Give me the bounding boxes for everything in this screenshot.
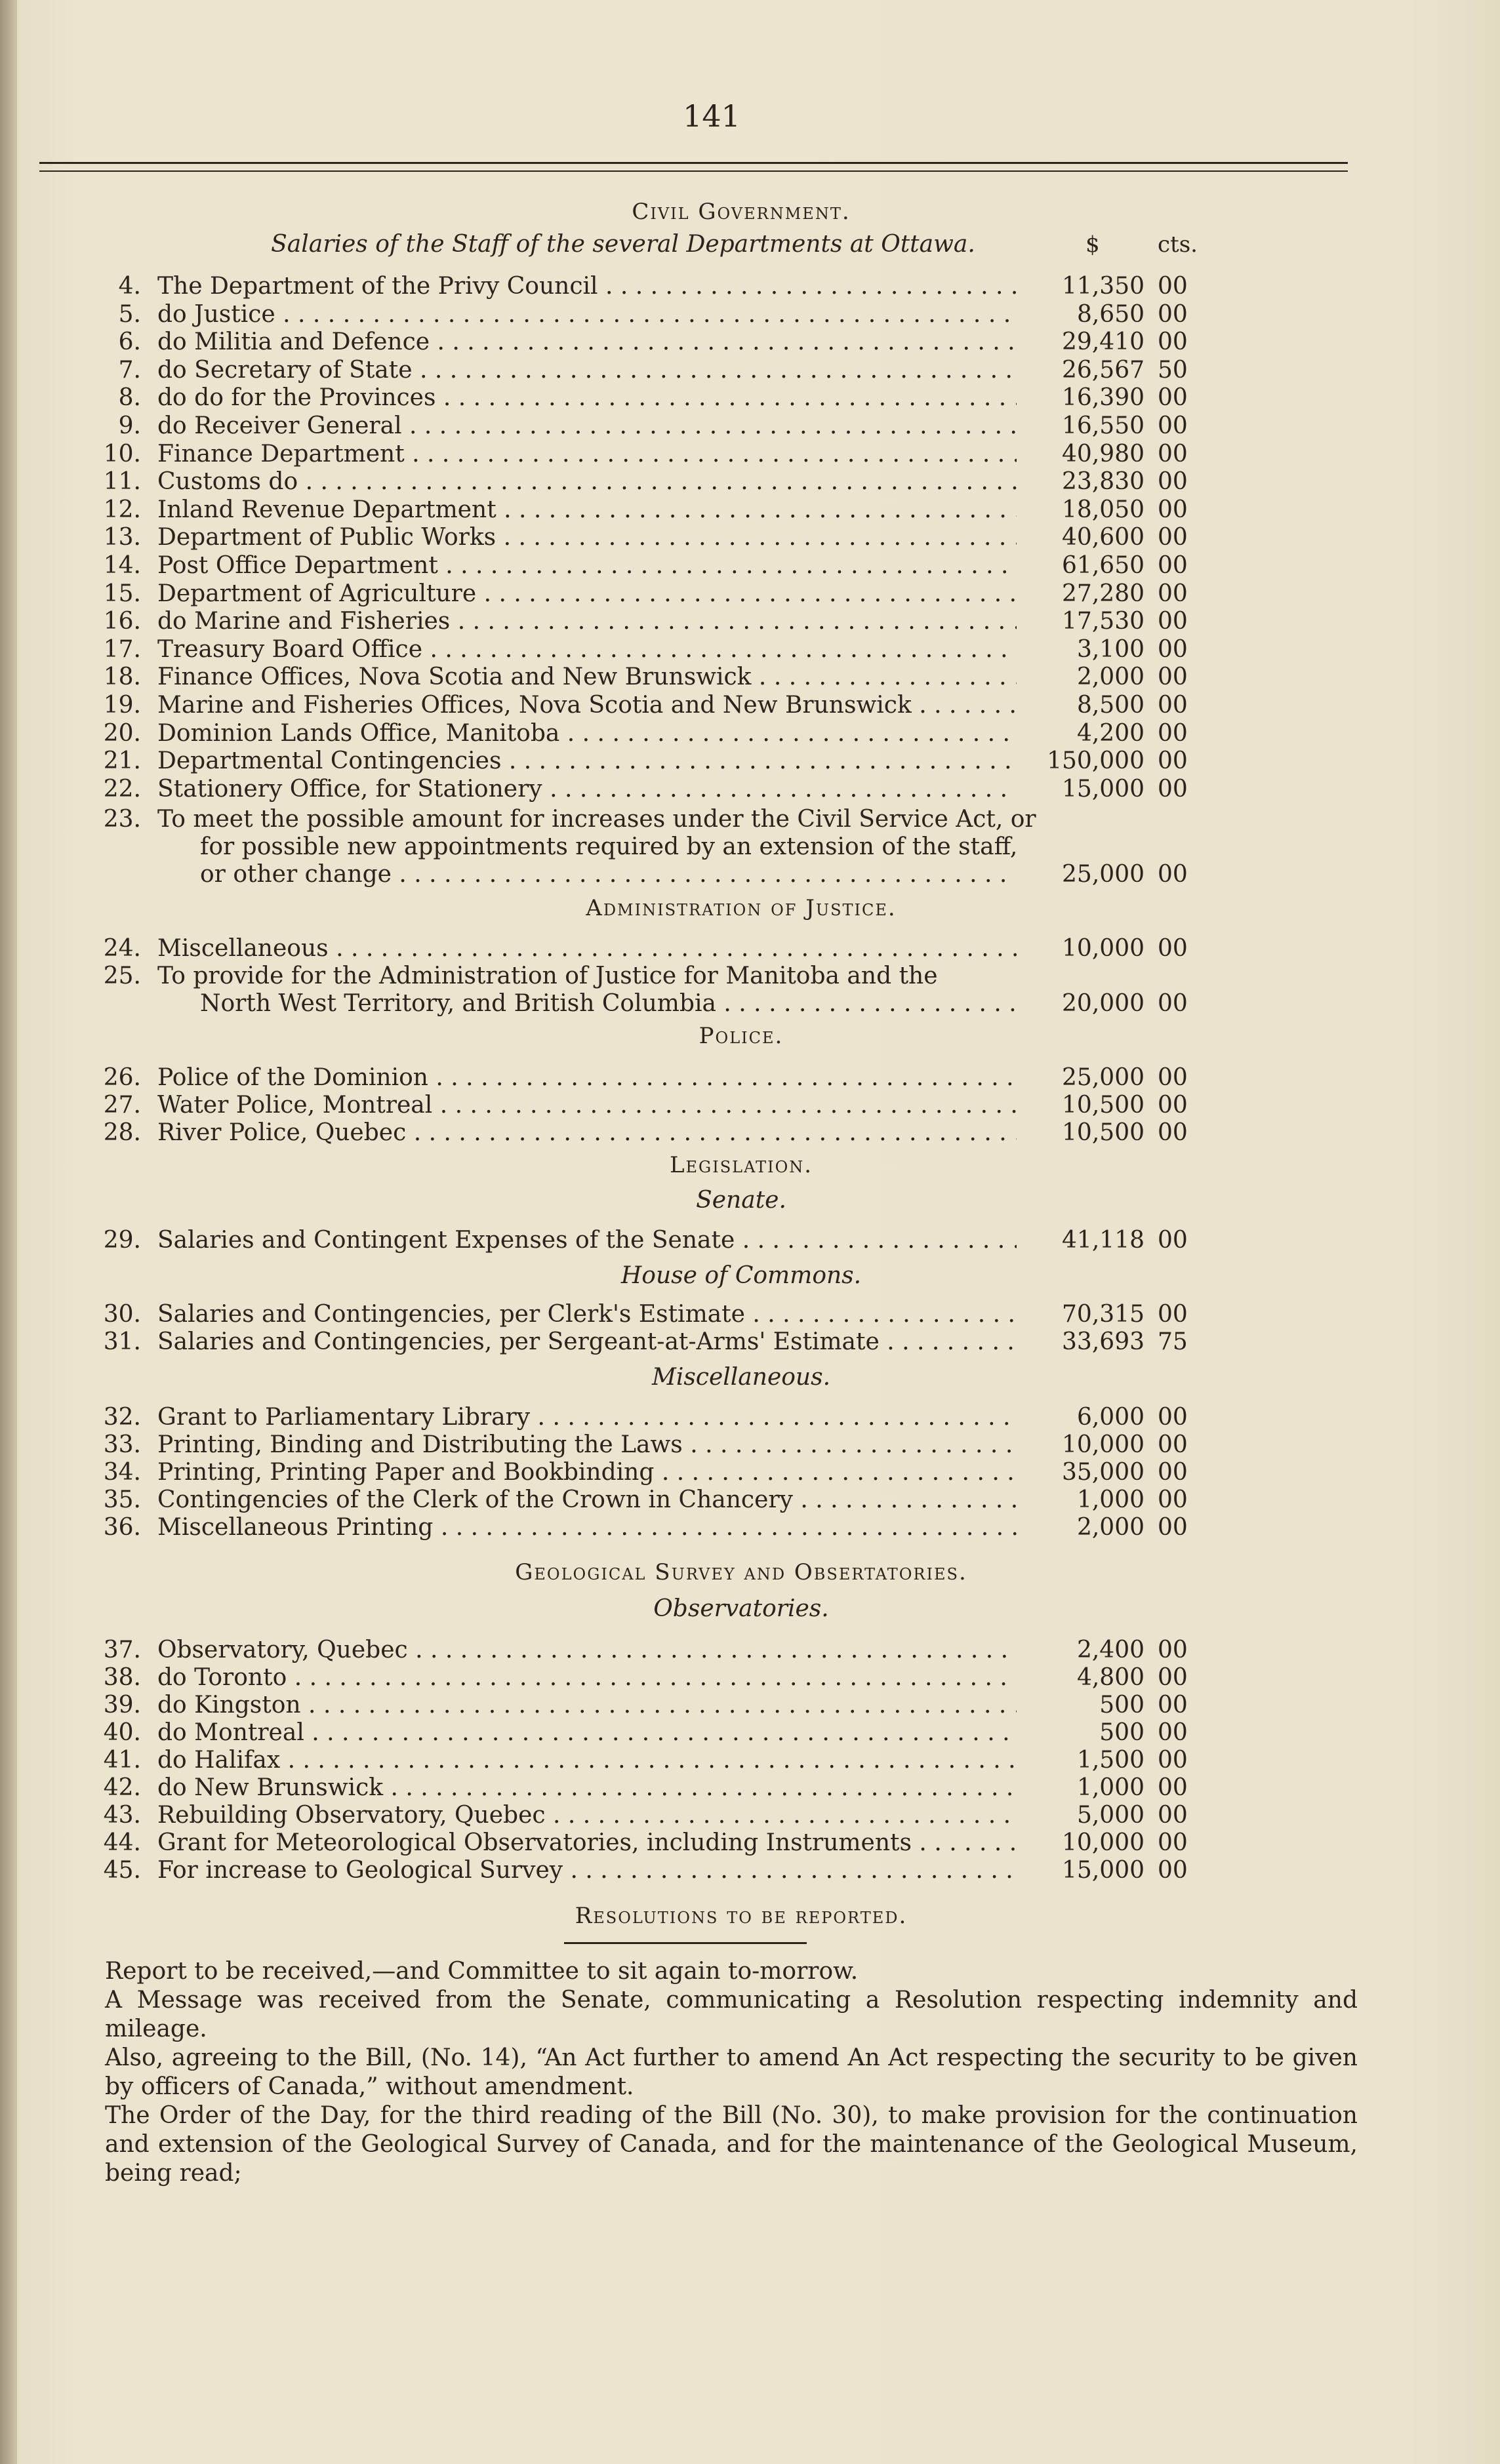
item-number: 9.: [118, 412, 141, 439]
item-cents: 00: [1158, 440, 1188, 467]
item-number: 7.: [118, 356, 141, 384]
item-cents: 00: [1158, 384, 1188, 412]
item-cents: 00: [1158, 1747, 1188, 1774]
item-desc: Contingencies of the Clerk of the Crown in Chancery . . .: [157, 1486, 1017, 1515]
section-heading-justice: Administration of Justice.: [586, 895, 897, 921]
item-desc: Miscellaneous Printing . . .: [157, 1513, 1017, 1542]
item-desc: Customs do . . .: [157, 467, 1017, 496]
item-cents: 00: [1158, 1857, 1188, 1884]
table-row: [0, 1300, 1500, 1329]
item-dollars: 41,118: [1062, 1227, 1145, 1254]
table-row: [0, 300, 1500, 329]
item-desc: Salaries and Contingent Expenses of the Senate . . .: [157, 1226, 1017, 1255]
item-dollars: 33,693: [1062, 1328, 1145, 1355]
item-desc: Observatory, Quebec . . .: [157, 1636, 1017, 1665]
item-desc: do Toronto . . .: [157, 1663, 1017, 1692]
item-cents: 00: [1158, 580, 1188, 607]
table-row: [0, 1856, 1500, 1885]
item-number: 25.: [103, 963, 141, 989]
item-number: 4.: [118, 273, 141, 300]
item-dollars: 10,500: [1062, 1092, 1145, 1119]
table-row: [0, 607, 1500, 636]
table-row: [0, 1486, 1500, 1515]
table-row: [0, 1663, 1500, 1692]
item-desc: Department of Public Works . . .: [157, 523, 1017, 552]
item-desc: Printing, Printing Paper and Bookbinding . . .: [157, 1458, 1017, 1487]
item-cents: 00: [1158, 990, 1188, 1017]
item-number: 19.: [103, 692, 141, 719]
item-dollars: 10,000: [1062, 935, 1145, 962]
table-row: [0, 328, 1500, 357]
item-desc-line2: for possible new appointments required by an extension of the staff,: [200, 833, 1018, 860]
table-row: [0, 747, 1500, 776]
item-dollars: 16,550: [1062, 412, 1145, 439]
subheading-senate: Senate.: [696, 1187, 786, 1214]
item-desc: Post Office Department . . .: [157, 551, 1017, 580]
item-desc: Finance Department . . .: [157, 440, 1017, 469]
table-row: [0, 1431, 1500, 1460]
item-number: 15.: [103, 580, 141, 607]
item-desc: Dominion Lands Office, Manitoba . . .: [157, 719, 1017, 748]
item-desc-line3: or other change . . .: [200, 860, 1017, 889]
table-row: [0, 412, 1500, 441]
item-number: 8.: [118, 384, 141, 412]
table-row: [0, 1636, 1500, 1665]
item-cents: 00: [1158, 861, 1188, 888]
item-number: 37.: [103, 1637, 141, 1663]
item-cents: 50: [1158, 356, 1188, 384]
item-dollars: 70,315: [1062, 1301, 1145, 1328]
item-cents: 00: [1158, 524, 1188, 551]
table-row-item-23: [0, 805, 1500, 834]
item-dollars: 150,000: [1047, 747, 1145, 775]
table-row: [0, 775, 1500, 804]
item-desc: Grant for Meteorological Observatories, including Instruments . . .: [157, 1829, 1017, 1858]
item-dollars: 15,000: [1062, 775, 1145, 803]
item-dollars: 4,200: [1076, 719, 1145, 747]
item-dollars: 61,650: [1062, 552, 1145, 579]
top-rule-thick: [39, 162, 1348, 164]
item-desc: Treasury Board Office . . .: [157, 635, 1017, 664]
table-row: [0, 1513, 1500, 1542]
paragraph-4: The Order of the Day, for the third reading of the Bill (No. 30), to make provision for the continuation and extension of the Geological Survey of Canada, and for the maintenance of the Geological Museum, being read;: [105, 2102, 1358, 2187]
table-row: [0, 1829, 1500, 1858]
item-number: 16.: [103, 608, 141, 635]
item-number: 14.: [103, 552, 141, 579]
table-row-item-29: [0, 1226, 1500, 1255]
item-cents: 00: [1158, 1514, 1188, 1541]
section-heading-police: Police.: [699, 1023, 784, 1049]
top-rule-thin: [39, 170, 1348, 172]
table-row: [0, 1691, 1500, 1720]
item-desc: do Marine and Fisheries . . .: [157, 607, 1017, 636]
item-dollars: 6,000: [1076, 1404, 1145, 1431]
item-cents: 00: [1158, 1404, 1188, 1431]
item-cents: 00: [1158, 1301, 1188, 1328]
item-cents: 00: [1158, 496, 1188, 523]
item-dollars: 8,650: [1076, 300, 1145, 328]
item-dollars: 10,500: [1062, 1119, 1145, 1146]
table-row: [0, 496, 1500, 525]
item-desc-line2: North West Territory, and British Columbia . . .: [200, 989, 1017, 1018]
item-desc: do Kingston . . .: [157, 1691, 1017, 1720]
item-desc: Printing, Binding and Distributing the Laws . . .: [157, 1431, 1017, 1460]
item-desc: do do for the Provinces . . .: [157, 384, 1017, 412]
item-number: 27.: [103, 1092, 141, 1119]
item-cents: 00: [1158, 1092, 1188, 1119]
item-dollars: 1,000: [1076, 1486, 1145, 1513]
item-dollars: 17,530: [1062, 608, 1145, 635]
paragraph-3: Also, agreeing to the Bill, (No. 14), “An Act further to amend An Act respecting the security to be given by officers of Canada,” without amendment.: [105, 2044, 1358, 2100]
table-row: [0, 440, 1500, 469]
item-desc: do Justice . . .: [157, 300, 1017, 329]
item-cents: 00: [1158, 1719, 1188, 1746]
item-desc: For increase to Geological Survey . . .: [157, 1856, 1017, 1885]
table-row-item-25-end: [0, 989, 1500, 1018]
item-cents: 00: [1158, 552, 1188, 579]
item-number: 24.: [103, 935, 141, 962]
item-dollars: 18,050: [1062, 496, 1145, 523]
item-number: 28.: [103, 1119, 141, 1146]
column-header-dollars: $: [1085, 231, 1100, 258]
item-desc: Department of Agriculture . . .: [157, 580, 1017, 608]
item-cents: 00: [1158, 1431, 1188, 1458]
item-number: 43.: [103, 1802, 141, 1829]
table-row: [0, 1801, 1500, 1830]
item-desc-line1: To provide for the Administration of Justice for Manitoba and the: [157, 963, 938, 989]
item-number: 6.: [118, 328, 141, 356]
item-cents: 00: [1158, 1774, 1188, 1801]
item-dollars: 10,000: [1062, 1431, 1145, 1458]
item-number: 18.: [103, 664, 141, 691]
section-heading-legislation: Legislation.: [669, 1152, 813, 1178]
item-desc: Stationery Office, for Stationery . . .: [157, 775, 1017, 804]
item-dollars: 10,000: [1062, 1829, 1145, 1856]
item-cents: 00: [1158, 1664, 1188, 1691]
item-number: 41.: [103, 1747, 141, 1774]
item-dollars: 2,400: [1076, 1637, 1145, 1663]
item-dollars: 1,500: [1076, 1747, 1145, 1774]
page-number: 141: [683, 98, 740, 134]
item-cents: 00: [1158, 412, 1188, 439]
item-number: 10.: [103, 440, 141, 467]
item-desc: Finance Offices, Nova Scotia and New Brunswick . . .: [157, 663, 1017, 692]
item-dollars: 3,100: [1076, 635, 1145, 663]
table-row: [0, 551, 1500, 580]
item-dollars: 23,830: [1062, 468, 1145, 496]
table-row: [0, 580, 1500, 608]
short-rule: [564, 1942, 807, 1944]
table-row: [0, 691, 1500, 720]
item-number: 32.: [103, 1404, 141, 1431]
item-cents: 00: [1158, 1829, 1188, 1856]
item-cents: 00: [1158, 1486, 1188, 1513]
item-number: 33.: [103, 1431, 141, 1458]
item-dollars: 25,000: [1062, 861, 1145, 888]
table-row: [0, 1458, 1500, 1487]
subheading-observatories: Observatories.: [653, 1595, 829, 1622]
item-desc: do Montreal . . .: [157, 1719, 1017, 1747]
item-cents: 00: [1158, 1692, 1188, 1719]
item-cents: 00: [1158, 719, 1188, 747]
item-dollars: 26,567: [1062, 356, 1145, 384]
item-dollars: 27,280: [1062, 580, 1145, 607]
item-desc: Water Police, Montreal . . .: [157, 1091, 1017, 1120]
item-cents: 00: [1158, 468, 1188, 496]
subtitle-civil: Salaries of the Staff of the several Departments at Ottawa.: [271, 231, 975, 258]
item-cents: 00: [1158, 692, 1188, 719]
item-dollars: 35,000: [1062, 1459, 1145, 1486]
item-cents: 00: [1158, 1802, 1188, 1829]
table-row: [0, 1328, 1500, 1357]
table-row-item-24: [0, 934, 1500, 963]
item-dollars: 500: [1099, 1719, 1145, 1746]
item-number: 26.: [103, 1064, 141, 1091]
table-row: [0, 467, 1500, 496]
item-number: 40.: [103, 1719, 141, 1746]
item-number: 29.: [103, 1227, 141, 1254]
item-number: 5.: [118, 300, 141, 328]
item-desc: River Police, Quebec . . .: [157, 1119, 1017, 1147]
table-row: [0, 663, 1500, 692]
item-number: 20.: [103, 719, 141, 747]
item-number: 45.: [103, 1857, 141, 1884]
item-desc: Salaries and Contingencies, per Sergeant-at-Arms' Estimate . . .: [157, 1328, 1017, 1357]
table-row: [0, 1403, 1500, 1432]
item-number: 31.: [103, 1328, 141, 1355]
table-row-item-23-cont: [0, 833, 1500, 862]
item-desc: do New Brunswick . . .: [157, 1774, 1017, 1802]
item-number: 34.: [103, 1459, 141, 1486]
item-desc: The Department of the Privy Council . . .: [157, 272, 1017, 301]
table-row: [0, 523, 1500, 552]
item-number: 44.: [103, 1829, 141, 1856]
section-heading-geological: Geological Survey and Obsertatories.: [515, 1559, 967, 1585]
table-row: [0, 272, 1500, 301]
item-desc: do Militia and Defence . . .: [157, 328, 1017, 357]
item-dollars: 20,000: [1062, 990, 1145, 1017]
item-number: 21.: [103, 747, 141, 775]
table-row: [0, 384, 1500, 412]
closing-paragraphs: [105, 1957, 1358, 2188]
item-dollars: 500: [1099, 1692, 1145, 1719]
item-number: 12.: [103, 496, 141, 523]
item-dollars: 40,600: [1062, 524, 1145, 551]
item-dollars: 1,000: [1076, 1774, 1145, 1801]
item-cents: 00: [1158, 273, 1188, 300]
item-number: 38.: [103, 1664, 141, 1691]
subheading-miscellaneous: Miscellaneous.: [651, 1364, 831, 1391]
item-desc: Miscellaneous . . .: [157, 934, 1017, 963]
table-row: [0, 1746, 1500, 1775]
item-dollars: 2,000: [1076, 1514, 1145, 1541]
item-desc-line1: To meet the possible amount for increases under the Civil Service Act, or: [157, 806, 1036, 833]
section-heading-resolutions: Resolutions to be reported.: [575, 1903, 908, 1929]
item-number: 35.: [103, 1486, 141, 1513]
section-heading-civil-government: Civil Government.: [632, 199, 851, 225]
item-cents: 00: [1158, 1459, 1188, 1486]
item-dollars: 2,000: [1076, 664, 1145, 691]
paragraph-1: Report to be received,—and Committee to sit again to-morrow.: [105, 1958, 859, 1985]
table-row: [0, 635, 1500, 664]
table-row: [0, 1091, 1500, 1120]
item-desc: do Secretary of State . . .: [157, 356, 1017, 385]
table-row: [0, 1119, 1500, 1147]
item-desc: Police of the Dominion . . .: [157, 1063, 1017, 1092]
table-row-item-23-end: [0, 860, 1500, 889]
table-row: [0, 1719, 1500, 1747]
item-desc: Grant to Parliamentary Library . . .: [157, 1403, 1017, 1432]
item-number: 36.: [103, 1514, 141, 1541]
item-desc: Salaries and Contingencies, per Clerk's Estimate . . .: [157, 1300, 1017, 1329]
item-number: 11.: [103, 468, 141, 496]
item-dollars: 15,000: [1062, 1857, 1145, 1884]
item-desc: Marine and Fisheries Offices, Nova Scotia and New Brunswick . . .: [157, 691, 1017, 720]
item-cents: 00: [1158, 664, 1188, 691]
item-cents: 00: [1158, 747, 1188, 775]
item-cents: 00: [1158, 300, 1188, 328]
item-dollars: 16,390: [1062, 384, 1145, 412]
table-row-item-25: [0, 962, 1500, 991]
item-cents: 00: [1158, 935, 1188, 962]
column-header-cents: cts.: [1158, 231, 1198, 258]
table-row: [0, 1063, 1500, 1092]
item-dollars: 11,350: [1062, 273, 1145, 300]
item-desc: do Halifax . . .: [157, 1746, 1017, 1775]
item-cents: 00: [1158, 1637, 1188, 1663]
item-dollars: 8,500: [1076, 692, 1145, 719]
table-row: [0, 1774, 1500, 1802]
table-row: [0, 356, 1500, 385]
item-cents: 00: [1158, 635, 1188, 663]
item-cents: 00: [1158, 328, 1188, 356]
item-dollars: 40,980: [1062, 440, 1145, 467]
item-number: 17.: [103, 635, 141, 663]
item-dollars: 29,410: [1062, 328, 1145, 356]
item-dollars: 4,800: [1076, 1664, 1145, 1691]
item-desc: Rebuilding Observatory, Quebec . . .: [157, 1801, 1017, 1830]
table-row: [0, 719, 1500, 748]
item-number: 13.: [103, 524, 141, 551]
item-cents: 00: [1158, 1227, 1188, 1254]
item-dollars: 25,000: [1062, 1064, 1145, 1091]
item-cents: 75: [1158, 1328, 1188, 1355]
item-desc: Departmental Contingencies . . .: [157, 747, 1017, 776]
item-cents: 00: [1158, 608, 1188, 635]
item-desc: do Receiver General . . .: [157, 412, 1017, 441]
item-number: 30.: [103, 1301, 141, 1328]
item-number: 23.: [103, 806, 141, 833]
item-cents: 00: [1158, 775, 1188, 803]
item-number: 22.: [103, 775, 141, 803]
item-number: 39.: [103, 1692, 141, 1719]
item-number: 42.: [103, 1774, 141, 1801]
item-cents: 00: [1158, 1119, 1188, 1146]
item-cents: 00: [1158, 1064, 1188, 1091]
paragraph-2: A Message was received from the Senate, communicating a Resolution respecting indemnity and mileage.: [105, 1987, 1358, 2042]
item-dollars: 5,000: [1076, 1802, 1145, 1829]
item-desc: Inland Revenue Department . . .: [157, 496, 1017, 525]
subheading-commons: House of Commons.: [620, 1262, 862, 1289]
